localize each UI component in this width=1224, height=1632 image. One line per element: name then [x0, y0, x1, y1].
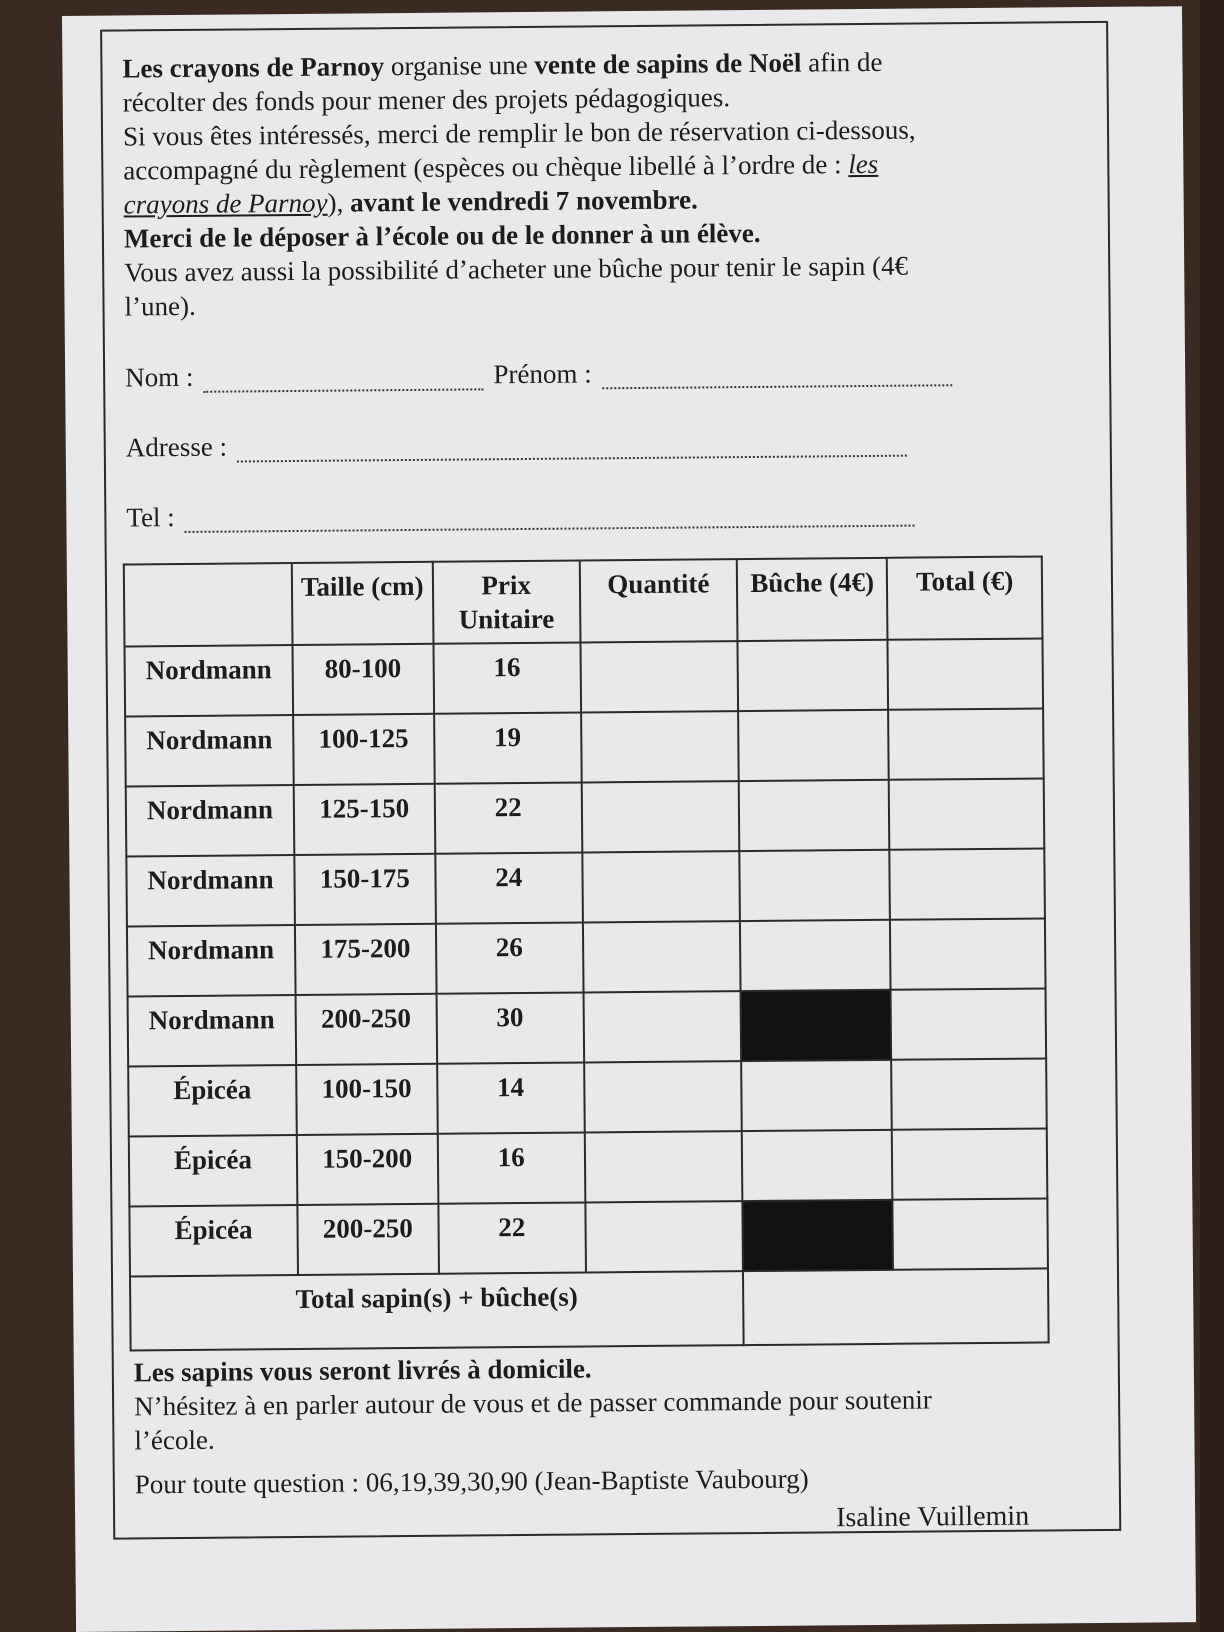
table-row: [129, 1198, 1048, 1276]
prenom-label: Prénom :: [493, 358, 592, 390]
intro-text-fragment: accompagné du règlement (espèces ou chèque libellé à l’ordre de :: [123, 149, 842, 186]
deadline: avant le vendredi 7 novembre.: [343, 184, 698, 218]
signature-name: Isaline Vuillemin: [835, 1500, 1030, 1534]
footer-line-3: l’école.: [134, 1424, 215, 1456]
nom-field[interactable]: [203, 366, 483, 392]
taille-cell: 100-125: [293, 714, 434, 785]
taille-cell: 200-250: [297, 1204, 438, 1275]
prix-cell: 24: [435, 852, 583, 923]
org-name: Les crayons de Parnoy: [122, 51, 385, 84]
tree-type-cell: Nordmann: [127, 925, 296, 996]
quantite-cell[interactable]: [584, 1061, 742, 1132]
row-total-cell[interactable]: [889, 708, 1044, 779]
sale-name: vente de sapins de Noël: [534, 47, 802, 80]
nom-label: Nom :: [125, 361, 194, 393]
quantite-cell[interactable]: [583, 921, 741, 992]
contact-line: Pour toute question : 06,19,39,30,90 (Jean-Baptiste Vaubourg): [134, 1463, 809, 1500]
row-total-cell[interactable]: [892, 1058, 1047, 1129]
table-row: [128, 1058, 1047, 1136]
prix-cell: 22: [434, 782, 582, 853]
row-total-cell[interactable]: [889, 778, 1044, 849]
table-row: [126, 848, 1045, 926]
order-table: [123, 555, 1050, 1351]
col-header-prix: Prix Unitaire: [432, 561, 580, 644]
buche-cell[interactable]: [740, 920, 891, 991]
intro-line-3: Si vous êtes intéressés, merci de remplir le bon de réservation ci-dessous,: [122, 114, 916, 152]
delivery-note: Les sapins vous seront livrés à domicile.: [133, 1353, 592, 1388]
payee-name-part: les: [848, 148, 879, 180]
table-row: [128, 988, 1047, 1066]
col-header-type: [124, 563, 293, 646]
prix-cell: 22: [438, 1202, 586, 1273]
table-row: [125, 708, 1044, 786]
order-table-header: [124, 556, 1043, 646]
taille-cell: 200-250: [295, 994, 436, 1065]
adresse-field[interactable]: [237, 433, 907, 463]
intro-text: [122, 43, 1088, 323]
taille-cell: 150-200: [297, 1134, 438, 1205]
quantite-cell[interactable]: [581, 711, 739, 782]
tree-type-cell: Épicéa: [129, 1135, 298, 1206]
buche-cell[interactable]: [739, 780, 890, 851]
flyer-paper: [62, 6, 1196, 1632]
order-table-body: [125, 638, 1048, 1276]
taille-cell: 150-175: [294, 854, 435, 925]
background-edge: [1200, 0, 1224, 1632]
taille-cell: 125-150: [294, 784, 435, 855]
taille-cell: 175-200: [295, 924, 436, 995]
payee-name-part: crayons de Parnoy: [123, 187, 328, 220]
col-header-total: Total (€): [887, 556, 1042, 639]
flyer-frame: [100, 21, 1121, 1540]
taille-cell: 100-150: [296, 1064, 437, 1135]
prenom-field[interactable]: [602, 362, 952, 389]
tree-type-cell: Nordmann: [126, 855, 295, 926]
buche-cell[interactable]: [737, 640, 888, 711]
table-row: [125, 638, 1044, 716]
quantite-cell[interactable]: [585, 1131, 743, 1202]
total-row: [130, 1268, 1049, 1350]
intro-text-fragment: afin de: [801, 46, 883, 78]
tel-label: Tel :: [126, 502, 175, 533]
tree-type-cell: Nordmann: [128, 995, 297, 1066]
tree-type-cell: Nordmann: [126, 785, 295, 856]
prix-cell: 14: [437, 1062, 585, 1133]
col-header-taille: Taille (cm): [292, 562, 433, 645]
footer-text: [134, 1347, 1100, 1541]
buche-cell-unavailable: [740, 990, 891, 1061]
tree-type-cell: Nordmann: [125, 645, 294, 716]
total-label: Total sapin(s) + bûche(s): [130, 1271, 744, 1350]
buche-cell[interactable]: [739, 850, 890, 921]
row-total-cell[interactable]: [893, 1198, 1048, 1269]
table-row: [127, 918, 1046, 996]
intro-line-2: récolter des fonds pour mener des projets pédagogiques.: [122, 82, 731, 118]
buche-cell[interactable]: [742, 1130, 893, 1201]
row-total-cell[interactable]: [892, 1128, 1047, 1199]
taille-cell: 80-100: [292, 644, 433, 715]
row-total-cell[interactable]: [890, 918, 1045, 989]
tree-type-cell: Épicéa: [128, 1065, 297, 1136]
table-row: [126, 778, 1045, 856]
adresse-label: Adresse :: [125, 431, 228, 463]
row-total-cell[interactable]: [890, 848, 1045, 919]
intro-text-fragment: ),: [327, 187, 344, 218]
prix-cell: 26: [435, 922, 583, 993]
buche-cell-unavailable: [742, 1200, 893, 1271]
footer-line-2: N’hésitez à en parler autour de vous et de passer commande pour soutenir: [134, 1384, 932, 1422]
col-header-quantite: Quantité: [580, 559, 738, 642]
name-row: [125, 345, 1089, 393]
intro-line-7: Vous avez aussi la possibilité d’acheter une bûche pour tenir le sapin (4€: [124, 250, 909, 288]
prix-cell: 19: [434, 712, 582, 783]
tree-type-cell: Nordmann: [125, 715, 294, 786]
quantite-cell[interactable]: [582, 781, 740, 852]
tree-type-cell: Épicéa: [129, 1205, 298, 1276]
row-total-cell[interactable]: [891, 988, 1046, 1059]
phone-row: [126, 485, 1090, 533]
prix-cell: 30: [436, 992, 584, 1063]
grand-total-cell[interactable]: [743, 1268, 1049, 1345]
address-row: [126, 415, 1090, 463]
table-row: [129, 1128, 1048, 1206]
buche-cell[interactable]: [738, 710, 889, 781]
tel-field[interactable]: [185, 503, 915, 533]
row-total-cell[interactable]: [888, 638, 1043, 709]
intro-line-8: l’une).: [124, 290, 196, 322]
intro-text-fragment: organise une: [384, 49, 535, 82]
col-header-buche: Bûche (4€): [737, 558, 888, 641]
quantite-cell[interactable]: [585, 1201, 743, 1272]
prix-cell: 16: [437, 1132, 585, 1203]
quantite-cell[interactable]: [580, 641, 738, 712]
quantite-cell[interactable]: [583, 991, 741, 1062]
quantite-cell[interactable]: [582, 851, 740, 922]
prix-cell: 16: [433, 643, 581, 714]
dropoff-instructions: Merci de le déposer à l’école ou de le donner à un élève.: [123, 217, 761, 254]
buche-cell[interactable]: [741, 1060, 892, 1131]
